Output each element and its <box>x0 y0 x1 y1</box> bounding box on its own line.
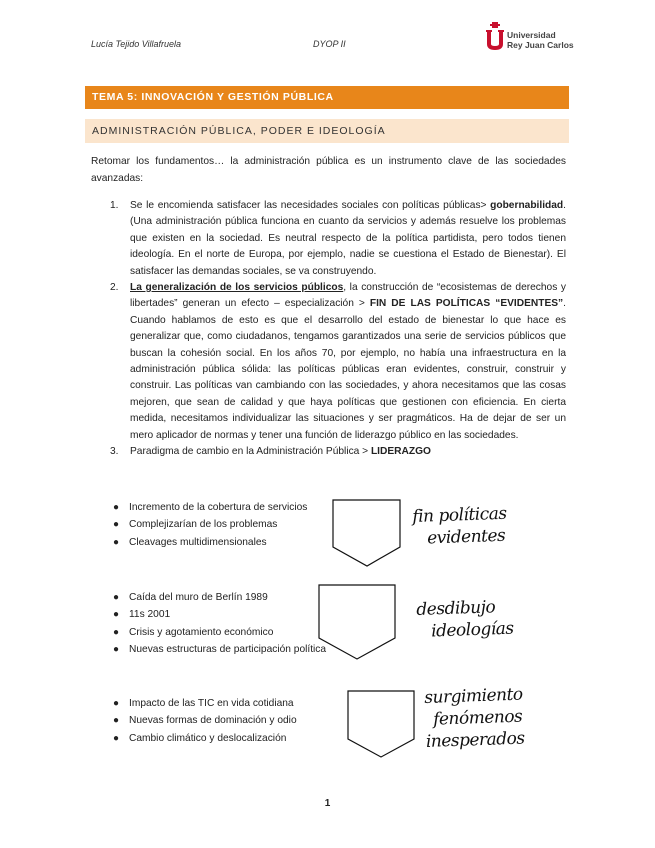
bullet-item: ● Cambio climático y deslocalización <box>113 730 353 747</box>
bullet-icon: ● <box>113 592 120 603</box>
bullet-icon: ● <box>113 502 120 513</box>
handwritten-note: surgimiento fenómenos inesperados <box>424 684 525 752</box>
bullet-item: ● Cleavages multidimensionales <box>113 534 353 551</box>
university-logo <box>484 22 574 52</box>
topic-banner: TEMA 5: INNOVACIÓN Y GESTIÓN PÚBLICA <box>85 86 569 109</box>
bullet-item: ● Crisis y agotamiento económico <box>113 624 353 641</box>
item-text: Se le encomienda satisfacer las necesidades sociales con políticas públicas> <box>130 200 491 211</box>
bullet-group-3 <box>113 695 353 747</box>
item-number: 3. <box>110 446 119 458</box>
bullet-icon: ● <box>113 644 120 656</box>
bullet-icon: ● <box>113 609 120 621</box>
page-number: 1 <box>324 798 331 809</box>
item-text: . Cuando hablamos de esto es que el desarrollo del estado de bienestar lo que hace es generalizar que, como ciudadanos, tengamos garantizados una serie de servicios públicos que buscan la cohesión social. En los años 70, por ejemplo, no había una infraestructura en la administración pública sólida: las políticas públicas eran evidentes, construir, construir y construir. Las políticas van cambiando con las sociedades, y ahora necesitamos que las cosas mejoren, que sean de calidad y que haya políticas que gestionen con eficiencia. En cierta medida, necesitamos individualizar las situaciones y ser pragmáticos. Ha de dejar de ser un mero aplicador de normas y tener una función de liderazgo público en las sociedades. <box>130 298 566 441</box>
list-item <box>110 444 566 460</box>
bullet-item: ● 11s 2001 <box>113 606 353 623</box>
list-item <box>110 198 566 280</box>
numbered-list <box>110 198 566 461</box>
header-author: Lucía Tejido Villafruela <box>91 39 182 49</box>
handwritten-note: desdibujo ideologías <box>416 597 514 642</box>
shield-shape-icon <box>345 688 417 760</box>
bullet-item: ● Nuevas estructuras de participación política <box>113 641 353 658</box>
bullet-item: ● Nuevas formas de dominación y odio <box>113 712 353 729</box>
university-crest-icon <box>484 22 506 52</box>
bullet-item: ● Caída del muro de Berlín 1989 <box>113 589 353 606</box>
item-number: 1. <box>110 200 119 211</box>
bullet-item: ● Complejizarían de los problemas <box>113 516 353 533</box>
item-keyword: FIN DE LAS POLÍTICAS “EVIDENTES” <box>369 298 564 310</box>
item-text: Paradigma de cambio en la Administración Pública > <box>130 446 371 458</box>
header-course: DYOP II <box>313 39 346 49</box>
logo-line-2: Rey Juan Carlos <box>507 40 574 50</box>
list-item <box>110 280 566 444</box>
item-underlined: La generalización de los servicios públicos <box>130 282 344 294</box>
intro-paragraph: Retomar los fundamentos… la administración pública es un instrumento clave de las sociedades avanzadas: <box>91 156 566 184</box>
bullet-icon: ● <box>113 732 120 744</box>
bullet-icon: ● <box>113 698 120 709</box>
item-number: 2. <box>110 282 119 294</box>
item-keyword: LIDERAZGO <box>370 446 431 458</box>
bullet-item: ● Impacto de las TIC en vida cotidiana <box>113 695 353 712</box>
bullet-item: ● Incremento de la cobertura de servicios <box>113 499 353 516</box>
logo-line-1: Universidad <box>507 30 556 40</box>
item-keyword: gobernabilidad <box>490 200 564 211</box>
bullet-icon: ● <box>113 715 120 727</box>
bullet-icon: ● <box>113 536 120 548</box>
shield-shape-icon <box>330 497 404 569</box>
shield-shape-icon <box>316 582 398 662</box>
section-banner: ADMINISTRACIÓN PÚBLICA, PODER E IDEOLOGÍA <box>85 119 569 143</box>
bullet-icon: ● <box>113 519 120 531</box>
handwritten-note: fin políticas evidentes <box>412 503 507 549</box>
item-text: , la construcción de “ecosistemas de derechos y libertades” generan un efecto – especialización > <box>130 282 566 310</box>
bullet-icon: ● <box>113 626 120 638</box>
bullet-group-1 <box>113 499 353 551</box>
item-text: . (Una administración pública funciona en cuanto da servicios y además resuelve los problemas que existen en la sociedad. Es neutral respecto de la política partidista, pero todos tienen ideología. En el norte de Europa, por ejemplo, nadie se cuestiona el Estado de Bienestar). El satisfacer las demandas sociales, se va construyendo. <box>130 200 566 277</box>
